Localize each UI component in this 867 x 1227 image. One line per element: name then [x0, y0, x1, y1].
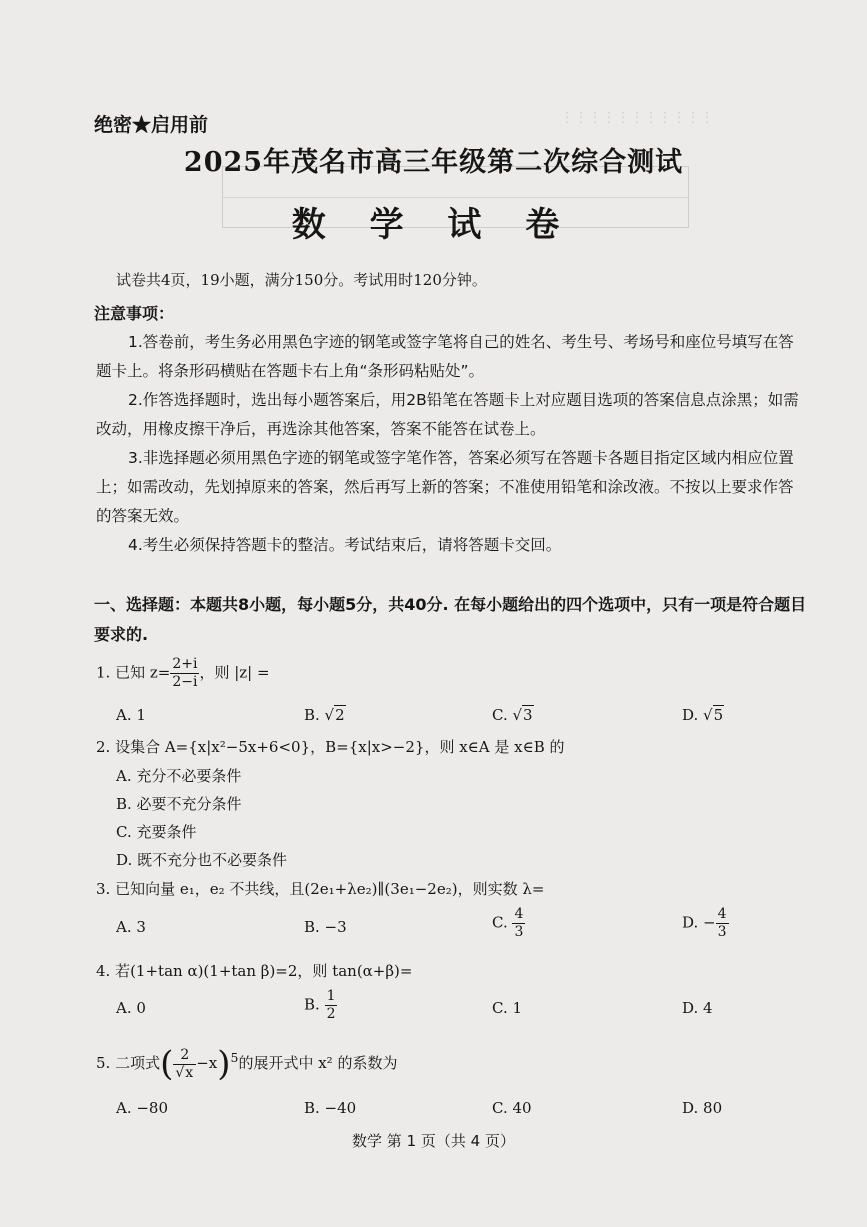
q1-stem-post: ，则 |z| =: [199, 663, 270, 682]
question-3: 3. 已知向量 e₁，e₂ 不共线，且(2e₁+λe₂)∥(3e₁−2e₂)，则实数 λ=: [96, 880, 545, 898]
q5-option-b: B. −40: [304, 1099, 357, 1117]
question-1: [96, 656, 270, 691]
question-2: 2. 设集合 A={x|x²−5x+6<0}，B={x|x>−2}，则 x∈A 是 x∈B 的: [96, 738, 565, 756]
q1-option-c: C. √3: [492, 706, 533, 724]
show-through-text: ︙︙︙︙︙︙︙︙︙︙︙: [560, 111, 714, 127]
q3-option-d: D. − $\frac{4}{3}$: [682, 906, 727, 940]
q3-option-c: C. $\frac{4}{3}$: [492, 906, 524, 940]
q4-option-a: A. 0: [116, 999, 146, 1017]
q2-option-b: B. 必要不充分条件: [116, 795, 242, 813]
notice-title: 注意事项：: [94, 304, 175, 323]
q3-option-a: A. 3: [116, 918, 146, 936]
section-heading: 一、选择题：本题共8小题，每小题5分，共40分. 在每小题给出的四个选项中，只有一项是符合题目要求的.: [94, 595, 807, 644]
q1-fraction: $\frac{2+i}{2-i}$: [172, 656, 198, 690]
q1-option-a: A. 1: [116, 706, 146, 724]
q5-option-a: A. −80: [116, 1099, 169, 1117]
q4-option-c: C. 1: [492, 999, 523, 1017]
notice-item: 3.非选择题必须用黑色字迹的钢笔或签字笔作答，答案必须写在答题卡各题目指定区域内相应位置上；如需改动，先划掉原来的答案，然后再写上新的答案；不准使用铅笔和涂改液。不按以上要求作答的答案无效。: [96, 449, 794, 525]
q4-option-b: B. $\frac{1}{2}$: [304, 988, 336, 1022]
q2-option-c: C. 充要条件: [116, 823, 197, 841]
notice-item: 1.答卷前，考生务必用黑色字迹的钢笔或签字笔将自己的姓名、考生号、考场号和座位号填写在答题卡上。将条形码横贴在答题卡右上角“条形码粘贴处”。: [96, 333, 794, 380]
q5-fraction: $\frac{2}{√x}$: [173, 1047, 196, 1082]
question-5: 5. 二项式( $\frac{2}{√x}$ −x)$^5$的展开式中 x² 的系数为: [96, 1044, 398, 1084]
notice-item: 4.考生必须保持答题卡的整洁。考试结束后，请将答题卡交回。: [128, 536, 562, 554]
q4-option-d: D. 4: [682, 999, 713, 1017]
page-footer: 数学 第 1 页（共 4 页）: [352, 1132, 515, 1150]
q1-option-b: B. √2: [304, 706, 345, 724]
q1-option-d: D. √5: [682, 706, 724, 724]
q5-option-c: C. 40: [492, 1099, 532, 1117]
subject-title: 数 学 试 卷: [291, 205, 576, 245]
q3-option-b: B. −3: [304, 918, 347, 936]
q5-option-d: D. 80: [682, 1099, 723, 1117]
q1-stem-pre: 1. 已知 z=: [96, 663, 171, 682]
question-4: 4. 若(1+tan α)(1+tan β)=2，则 tan(α+β)=: [96, 962, 413, 980]
q2-option-a: A. 充分不必要条件: [116, 767, 242, 785]
exam-info: 试卷共4页，19小题，满分150分。考试用时120分钟。: [116, 271, 487, 289]
confidential-label: 绝密★启用前: [94, 114, 209, 136]
exam-title: 2025年茂名市高三年级第二次综合测试: [183, 147, 684, 178]
q2-option-d: D. 既不充分也不必要条件: [116, 851, 288, 869]
notice-item: 2.作答选择题时，选出每小题答案后，用2B铅笔在答题卡上对应题目选项的答案信息点涂黑；如需改动，用橡皮擦干净后，再选涂其他答案，答案不能答在试卷上。: [96, 391, 799, 438]
